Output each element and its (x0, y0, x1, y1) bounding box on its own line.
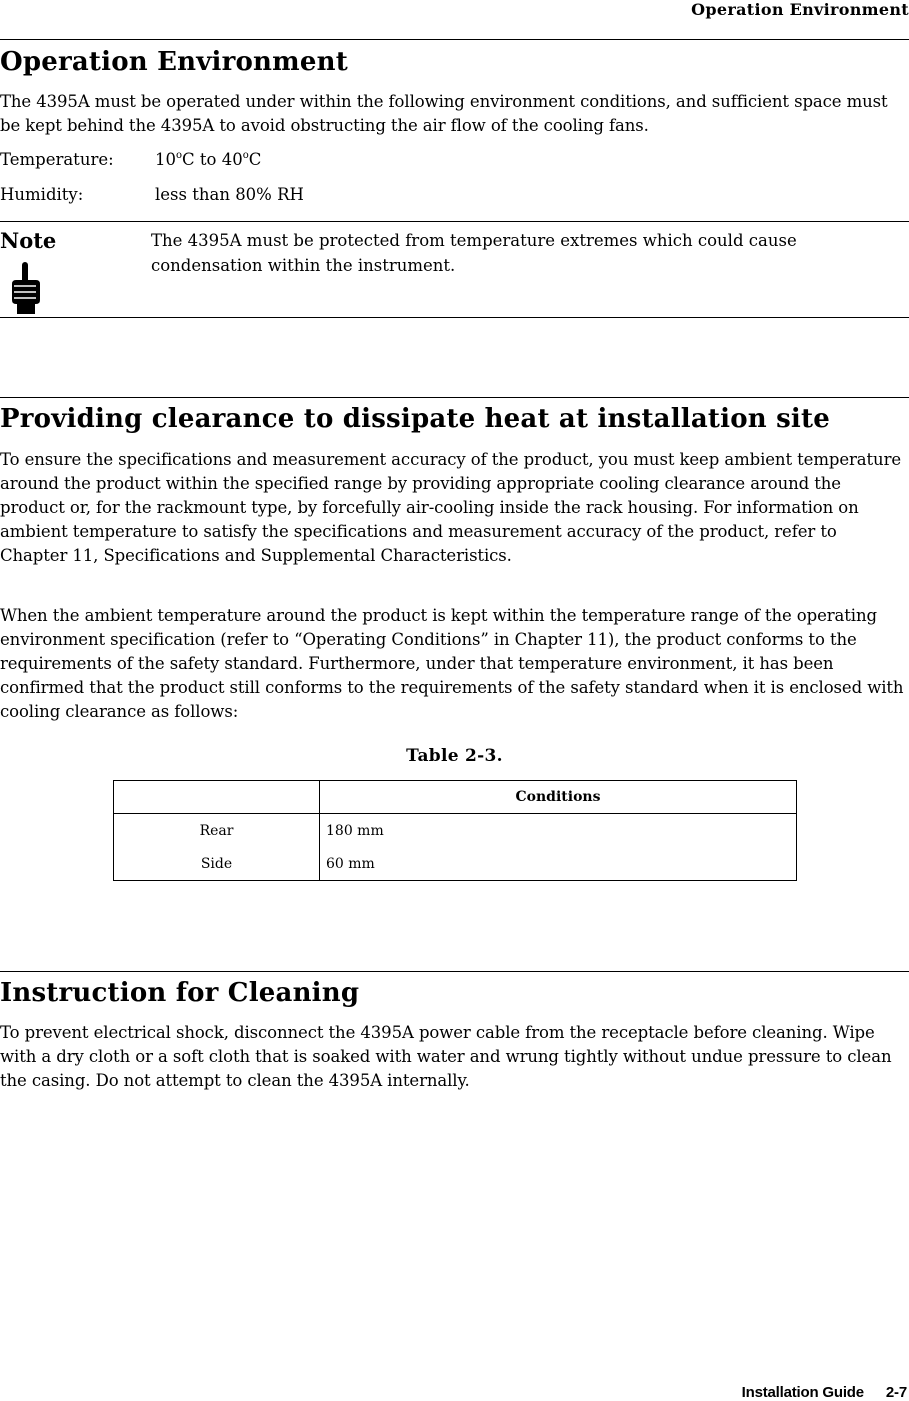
humidity-label: Humidity: (0, 185, 84, 204)
note-bottom-rule (0, 317, 909, 318)
table-row (114, 847, 797, 881)
running-header: Operation Environment (691, 0, 909, 19)
temperature-label: Temperature: (0, 150, 114, 169)
header-rule (0, 39, 909, 40)
operation-environment-body: The 4395A must be operated under within the following environment conditions, and sufficient space must be kept behind the 4395A to avoid obstructing the air flow of the cooling fans. (0, 92, 888, 135)
footer-page-number: 2-7 (885, 1384, 907, 1401)
section2-rule (0, 397, 909, 398)
table-caption: Table 2-3. (406, 746, 503, 766)
humidity-value: less than 80% RH (155, 185, 304, 204)
footer-guide-title: Installation Guide (741, 1384, 864, 1401)
note-text: The 4395A must be protected from temperature extremes which could cause condensation within the instrument. (151, 231, 797, 275)
section-title-operation-environment: Operation Environment (0, 47, 348, 77)
table-header-conditions: Conditions (320, 781, 797, 814)
note-top-rule (0, 221, 909, 222)
table-row (114, 814, 797, 848)
section3-rule (0, 971, 909, 972)
pointing-hand-icon (8, 262, 42, 318)
page-footer (742, 1384, 907, 1401)
section-title-clearance: Providing clearance to dissipate heat at installation site (0, 404, 830, 434)
note-title: Note (0, 228, 57, 253)
table-header-blank (114, 781, 320, 814)
temperature-value: 10$^o$C to 40$^o$C (155, 150, 262, 169)
clearance-table (113, 780, 797, 881)
table-row-label-rear: Rear (114, 814, 320, 848)
table-header-row (114, 781, 797, 814)
clearance-para-2: When the ambient temperature around the product is kept within the temperature range of the operating environment specification (refer to “Operating Conditions” in Chapter 11), the product conforms to the requirements of the safety standard. Furthermore, under that temperature environment, it has been confirmed that the product still conforms to the requirements of the safety standard when it is enclosed with cooling clearance as follows: (0, 606, 904, 721)
cleaning-body: To prevent electrical shock, disconnect the 4395A power cable from the receptacle before cleaning. Wipe with a dry cloth or a soft cloth that is soaked with water and wrung tightly without undue pressure to clean the casing. Do not attempt to clean the 4395A internally. (0, 1023, 892, 1090)
table-row-value-rear: 180 mm (320, 814, 797, 848)
clearance-para-1: To ensure the specifications and measurement accuracy of the product, you must keep ambient temperature around the product within the specified range by providing appropriate cooling clearance around the product or, for the rackmount type, by forcefully air-cooling inside the rack housing. For information on ambient temperature to satisfy the specifications and measurement accuracy of the product, refer to Chapter 11, Specifications and Supplemental Characteristics. (0, 450, 902, 565)
table-row-value-side: 60 mm (320, 847, 797, 881)
section-title-cleaning: Instruction for Cleaning (0, 978, 360, 1008)
table-row-label-side: Side (114, 847, 320, 881)
